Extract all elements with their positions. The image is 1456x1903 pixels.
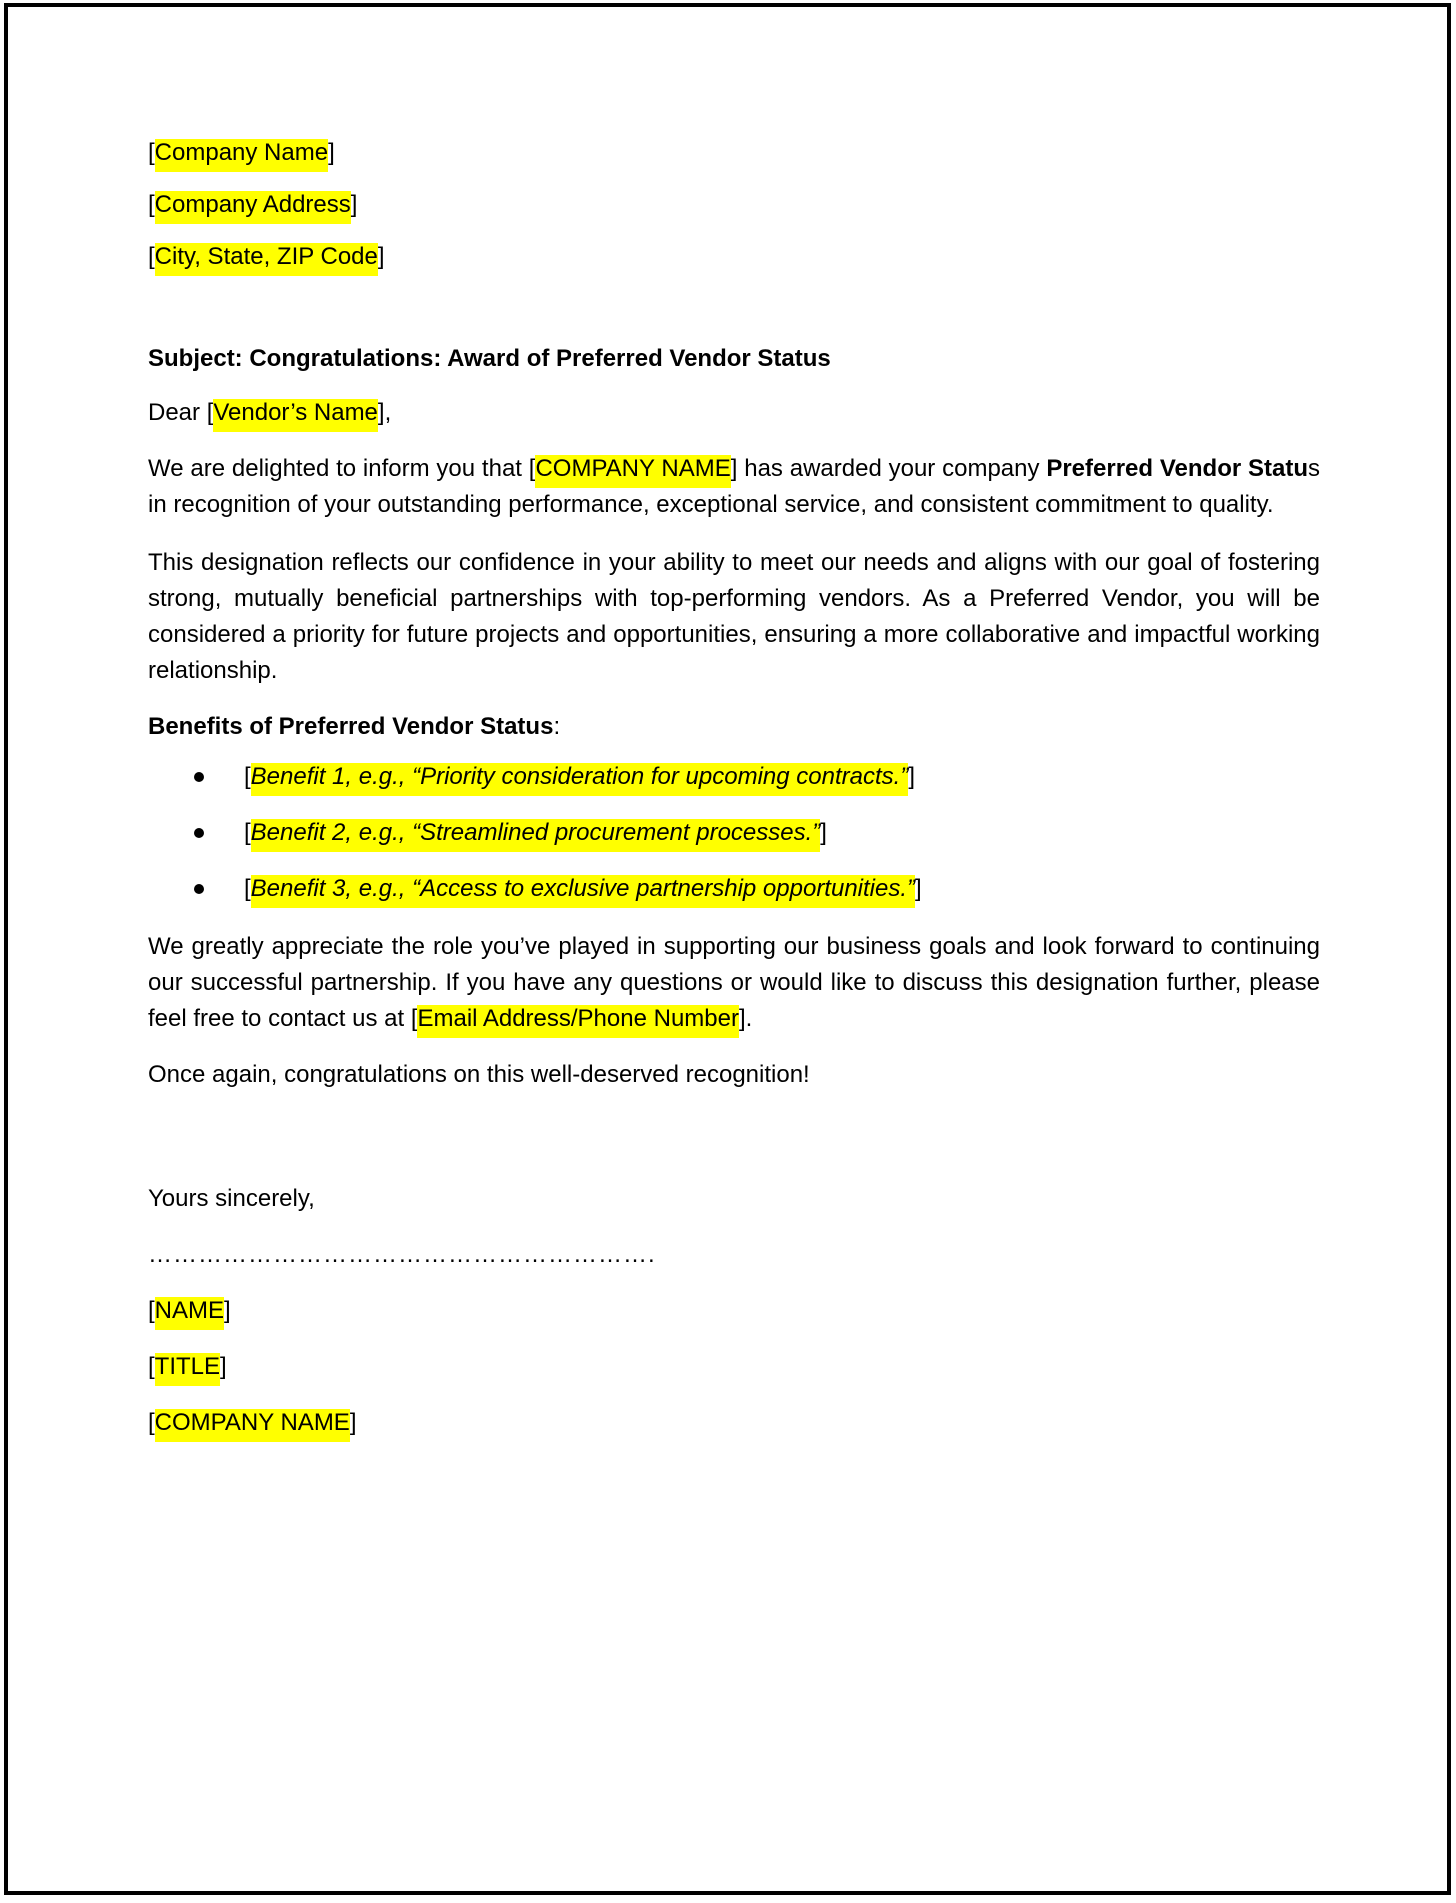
salutation-prefix: Dear [ [148, 399, 214, 426]
subject-line: Subject: Congratulations: Award of Preferred Vendor Status [148, 345, 831, 372]
para3-text-a: We greatly appreciate the role you’ve played in supporting our business goals and look forward to continuing our successful partnership. If you have any questions or would like to discuss this designation further, please feel free to contact us at [ [148, 933, 1320, 1032]
benefits-heading-colon: : [553, 713, 561, 740]
para1-bold-status: Preferred Vendor Statu [1046, 455, 1309, 482]
bullet-icon [194, 772, 204, 782]
list-item: [Benefit 3, e.g., “Access to exclusive partnership opportunities.”] [148, 873, 1320, 905]
placeholder-company-name-inline: COMPANY NAME [535, 455, 730, 488]
placeholder-company-name: Company Name [155, 139, 328, 172]
paragraph-appreciation [148, 929, 1320, 1037]
bullet-icon [194, 828, 204, 838]
paragraph-congratulations: Once again, congratulations on this well-deserved recognition! [148, 1061, 810, 1088]
placeholder-contact: Email Address/Phone Number [417, 1005, 739, 1038]
placeholder-benefit-1: Benefit 1, e.g., “Priority consideration for upcoming contracts.” [251, 763, 909, 796]
placeholder-city-state-zip: City, State, ZIP Code [155, 243, 378, 276]
para1-text-c: s in recognition of your outstanding performance, exceptional service, and consistent commitment to quality. [148, 455, 1321, 518]
letter-page [4, 3, 1451, 1895]
placeholder-vendor-name: Vendor’s Name [213, 399, 378, 432]
benefits-list [148, 761, 1320, 905]
paragraph-designation: This designation reflects our confidence in your ability to meet our needs and aligns with our goal of fostering strong, mutually beneficial partnerships with top-performing vendors. As a Preferred Vendor, you will be considered a priority for future projects and opportunities, ensuring a more collaborative and impactful working relationship. [148, 549, 1320, 684]
letter-body [148, 137, 1320, 1463]
signature-line: ……………………………………………………. [148, 1241, 656, 1268]
para3-text-b: ]. [738, 1005, 753, 1032]
sender-company-address: [Company Address] [148, 189, 1320, 221]
placeholder-title: TITLE [155, 1353, 220, 1386]
closing-phrase: Yours sincerely, [148, 1185, 315, 1212]
signature-name: [NAME] [148, 1295, 1320, 1327]
sender-company-name: [Company Name] [148, 137, 1320, 169]
signature-company: [COMPANY NAME] [148, 1407, 1320, 1439]
placeholder-company-address: Company Address [155, 191, 351, 224]
signature-block [148, 1295, 1320, 1439]
list-item: [Benefit 2, e.g., “Streamlined procurement processes.”] [148, 817, 1320, 849]
sender-city-state-zip: [City, State, ZIP Code] [148, 241, 1320, 273]
paragraph-award [148, 451, 1320, 523]
salutation [148, 397, 1320, 429]
bullet-icon [194, 884, 204, 894]
placeholder-benefit-2: Benefit 2, e.g., “Streamlined procurement processes.” [251, 819, 821, 852]
benefits-heading [148, 711, 1320, 743]
placeholder-benefit-3: Benefit 3, e.g., “Access to exclusive partnership opportunities.” [251, 875, 915, 908]
signature-title: [TITLE] [148, 1351, 1320, 1383]
placeholder-signature-company: COMPANY NAME [155, 1409, 350, 1442]
para1-text-a: We are delighted to inform you that [ [148, 455, 536, 482]
benefits-heading-text: Benefits of Preferred Vendor Status [148, 713, 554, 740]
salutation-suffix: ], [377, 399, 392, 426]
placeholder-name: NAME [155, 1297, 224, 1330]
para1-text-b: ] has awarded your company [730, 455, 1047, 482]
list-item: [Benefit 1, e.g., “Priority consideration for upcoming contracts.”] [148, 761, 1320, 793]
